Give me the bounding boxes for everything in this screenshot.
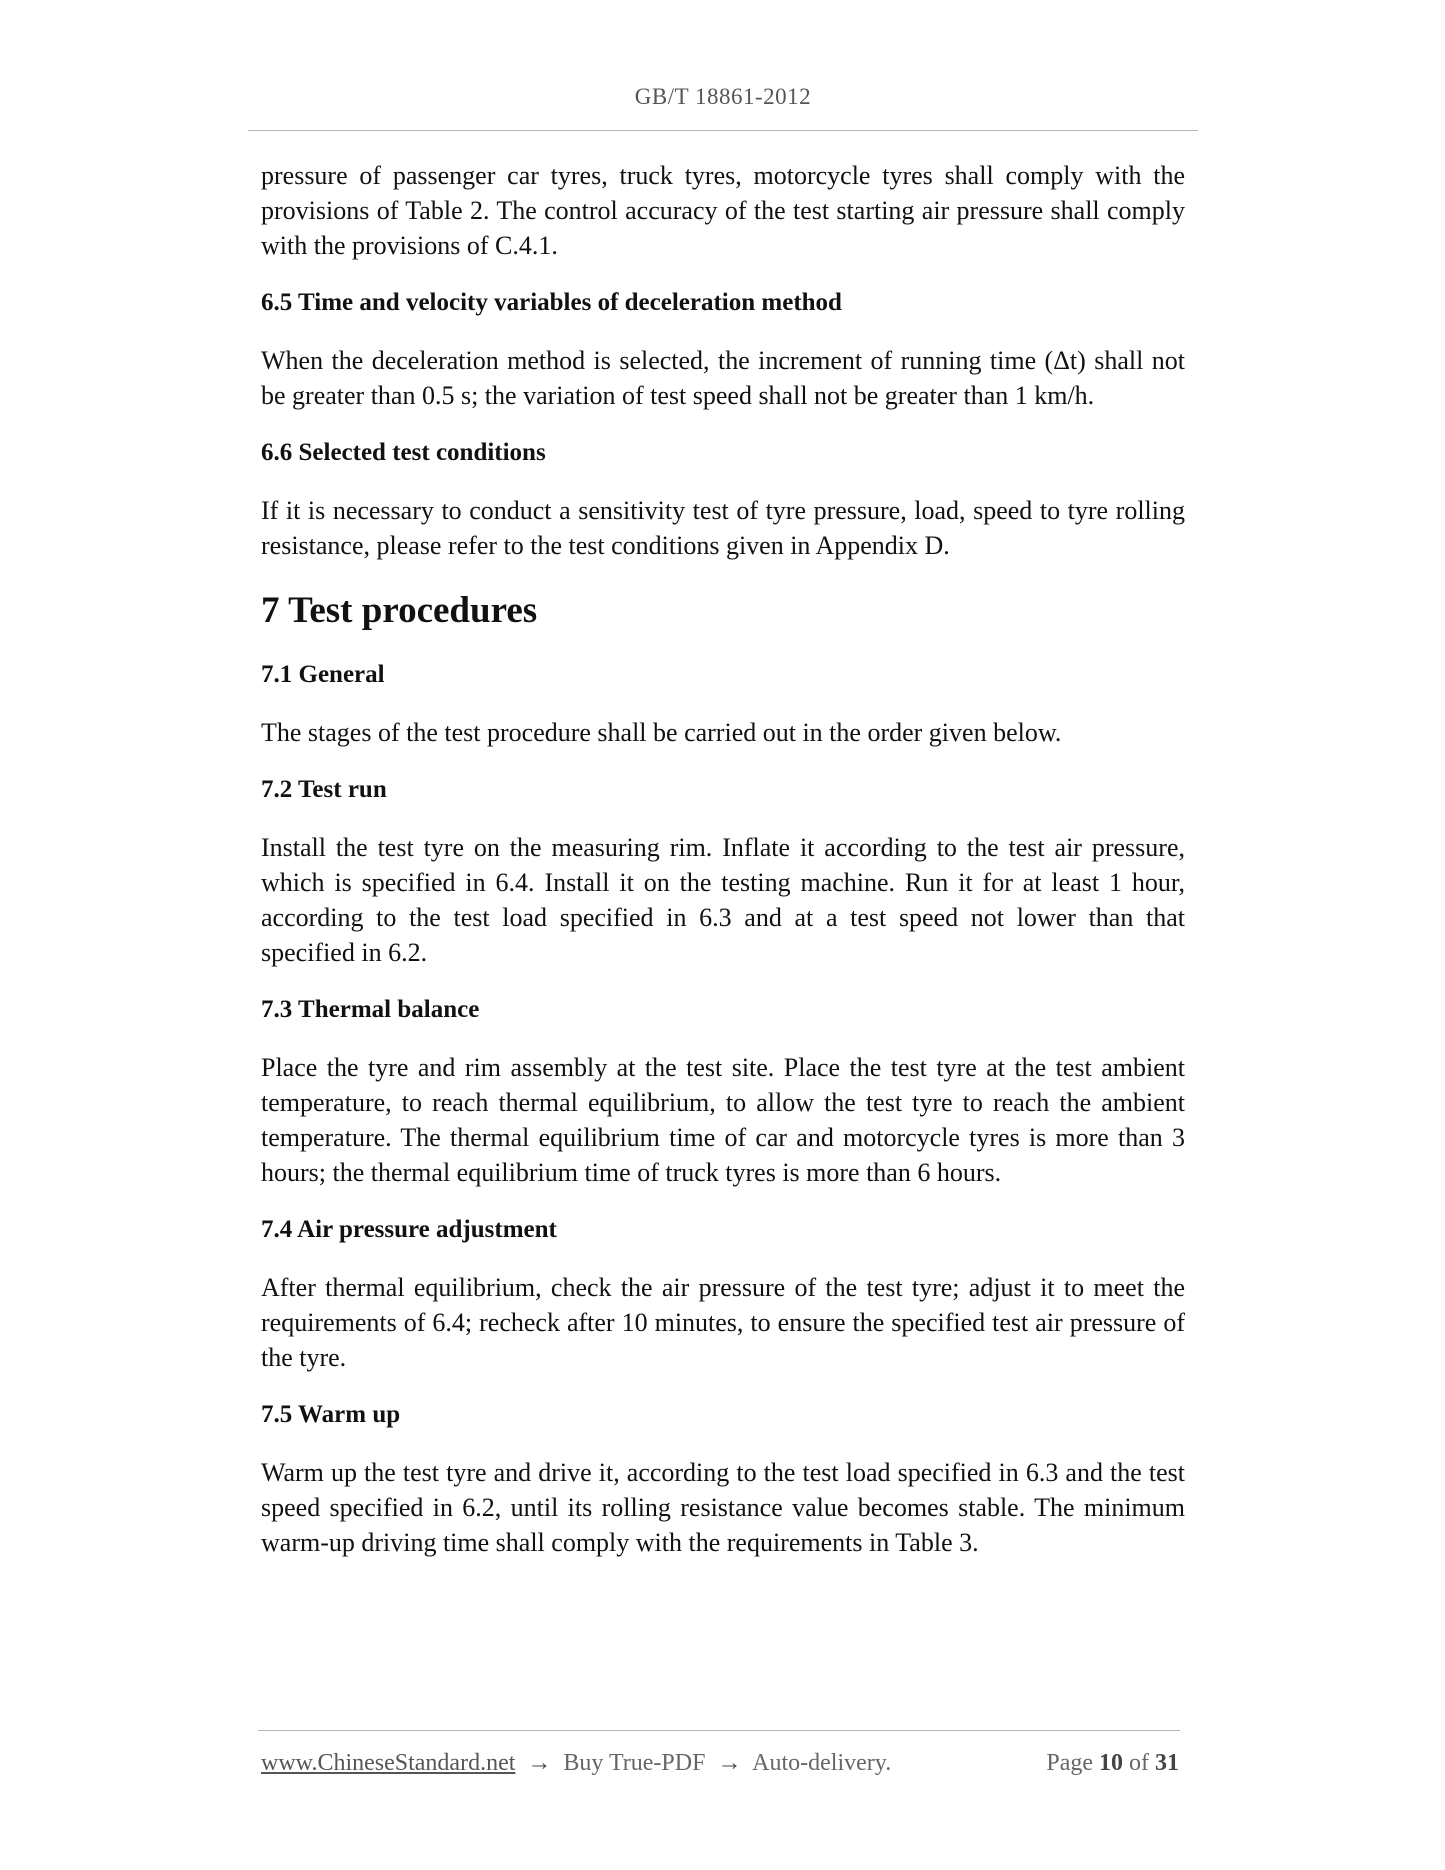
paragraph-6-5: When the deceleration method is selected, the increment of running time (Δt) shall not be greater than 0.5 s; the variation of test speed shall not be greater than 1 km/h. — [261, 346, 1185, 410]
auto-delivery-text: Auto-delivery. — [752, 1750, 892, 1776]
paragraph-7-4: After thermal equilibrium, check the air pressure of the test tyre; adjust it to meet the requirements of 6.4; recheck after 10 minutes, to ensure the specified test air pressure of the tyre. — [261, 1273, 1185, 1372]
right-arrow-icon: → — [527, 1750, 552, 1776]
paragraph-7-2: Install the test tyre on the measuring rim. Inflate it according to the test air pressure, which is specified in 6.4. Install it on the testing machine. Run it for at least 1 hour, according to the test load specified in 6.3 and at a test speed not lower than that specified in 6.2. — [261, 833, 1185, 967]
page-body — [261, 158, 1185, 1582]
heading-7-2: 7.2 Test run — [261, 776, 387, 803]
heading-6-5: 6.5 Time and velocity variables of deceleration method — [261, 289, 842, 316]
heading-7-3: 7.3 Thermal balance — [261, 996, 480, 1023]
header-divider — [248, 130, 1198, 131]
heading-section-7: 7 Test procedures — [261, 590, 538, 631]
page-total: 31 — [1155, 1750, 1179, 1776]
of-label: of — [1129, 1750, 1149, 1776]
buy-true-pdf-text: Buy True-PDF — [563, 1750, 706, 1776]
paragraph-7-1: The stages of the test procedure shall be carried out in the order given below. — [261, 718, 1062, 747]
page-label: Page — [1046, 1750, 1093, 1776]
site-link[interactable]: www.ChineseStandard.net — [261, 1750, 516, 1776]
paragraph-intro: pressure of passenger car tyres, truck tyres, motorcycle tyres shall comply with the provisions of Table 2. The control accuracy of the test starting air pressure shall comply with the provisions of C.4.1. — [261, 161, 1185, 260]
footer-promo — [261, 1750, 891, 1777]
right-arrow-icon: → — [717, 1750, 742, 1776]
heading-6-6: 6.6 Selected test conditions — [261, 439, 546, 466]
page-header-doc-id: GB/T 18861-2012 — [634, 84, 812, 109]
heading-7-5: 7.5 Warm up — [261, 1401, 401, 1428]
paragraph-7-3: Place the tyre and rim assembly at the test site. Place the test tyre at the test ambient temperature, to reach thermal equilibrium, to allow the test tyre to reach the ambient temperature. The thermal equilibrium time of car and motorcycle tyres is more than 3 hours; the thermal equilibrium time of truck tyres is more than 6 hours. — [261, 1053, 1185, 1187]
page-current: 10 — [1099, 1750, 1123, 1776]
paragraph-7-5: Warm up the test tyre and drive it, according to the test load specified in 6.3 and the test speed specified in 6.2, until its rolling resistance value becomes stable. The minimum warm-up driving time shall comply with the requirements in Table 3. — [261, 1458, 1185, 1557]
footer-divider — [258, 1730, 1180, 1731]
heading-7-1: 7.1 General — [261, 661, 385, 688]
heading-7-4: 7.4 Air pressure adjustment — [261, 1216, 557, 1243]
paragraph-6-6: If it is necessary to conduct a sensitivity test of tyre pressure, load, speed to tyre rolling resistance, please refer to the test conditions given in Appendix D. — [261, 496, 1185, 560]
page-number — [1046, 1750, 1179, 1777]
